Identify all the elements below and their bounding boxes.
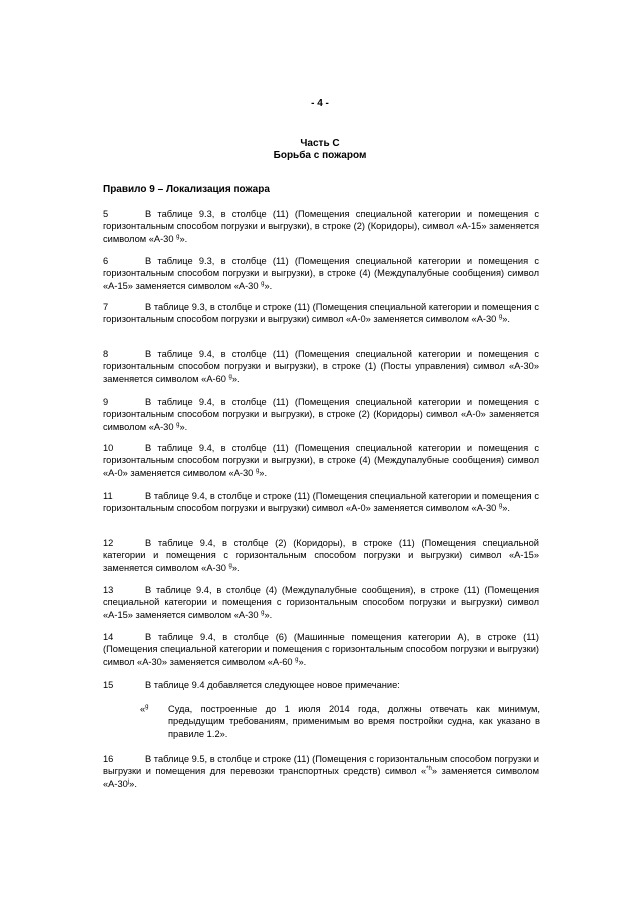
paragraph-tail: ». [259,467,268,478]
paragraph-tail: ». [179,421,188,432]
rule-title: Правило 9 – Локализация пожара [103,184,270,195]
paragraph-number: 6 [103,256,109,266]
note-quote: « [140,704,146,714]
paragraph-text: В таблице 9.4, в столбце (2) (Коридоры), в строке (11) (Помещения специальной категории и помещения с горизонтальным способом погрузки и выгрузки) символ «А-15» заменяется символом «А-30 [103,538,539,573]
paragraph-11 [103,490,539,515]
new-footnote [140,703,540,740]
paragraph-number: 15 [103,680,114,690]
footnote-mark: g [176,233,180,240]
paragraph-tail: ». [231,562,240,573]
part-subtitle: Борьба с пожаром [273,150,367,161]
footnote-mark: g [261,280,265,287]
paragraph-text: В таблице 9.4, в столбце (11) (Помещения специальной категории и помещения с горизонтальным способом погрузки и выгрузки), в строке (2) (Коридоры) символ «А-0» заменяется символом «А-30 [103,397,539,432]
paragraph-tail: ». [264,280,273,291]
paragraph-number: 8 [103,349,109,359]
paragraph-text: В таблице 9.3, в столбце и строке (11) (Помещения специальной категории и помещения с горизонтальным способом погрузки и выгрузки) символ «А-0» заменяется символом «А-30 [103,302,539,325]
paragraph-number: 5 [103,209,109,219]
note-mark-sup: g [145,703,149,710]
paragraph-number: 16 [103,754,114,764]
footnote-mark: g [255,467,260,474]
page-number: - 4 - [311,98,329,109]
paragraph-15 [103,679,539,691]
paragraph-5 [103,208,539,245]
paragraph-number: 9 [103,397,109,407]
paragraph-tail: ». [298,656,307,667]
paragraph-text: В таблице 9.4 добавляется следующее новое примечание: [145,680,400,690]
footnote-mark-2: j [127,778,130,785]
paragraph-tail: » заменяется символом «А-30 [103,766,539,789]
paragraph-text: В таблице 9.4, в столбце (6) (Машинные помещения категории А), в строке (11) (Помещения специальной категории и помещения с горизонтальным способом погрузки и выгрузки) символ «А-30» заменяется символом «А-60 [103,632,539,667]
paragraph-8 [103,348,539,385]
footnote-mark: g [228,562,232,569]
footnote-mark: g [261,609,265,616]
paragraph-13 [103,584,539,621]
paragraph-16 [103,753,539,790]
paragraph-tail-2: ». [129,778,137,789]
paragraph-number: 10 [103,443,114,453]
paragraph-tail: ». [231,373,240,384]
part-heading [0,138,640,162]
part-title: Часть С [300,138,340,149]
paragraph-number: 14 [103,632,114,642]
paragraph-tail: ». [502,503,511,514]
paragraph-text: В таблице 9.4, в столбце (11) (Помещения специальной категории и помещения с горизонтальным способом погрузки и выгрузки), в строке (4) (Междупалубные сообщения) символ «А-0» заменяется символом «А-30 [103,443,539,478]
paragraph-text: В таблице 9.4, в столбце (4) (Междупалубные сообщения), в строке (11) (Помещения специальной категории и помещения с горизонтальным способом погрузки и выгрузки) символ «А-15» заменяется символом «А-30 [103,585,539,620]
paragraph-tail: ». [264,609,273,620]
footnote-mark: g [228,373,232,380]
paragraph-tail: ». [179,233,188,244]
paragraph-7 [103,301,539,326]
footnote-mark: g [498,314,503,321]
footnote-mark: g [176,421,180,428]
paragraph-number: 11 [103,491,113,501]
paragraph-10 [103,442,539,479]
paragraph-6 [103,255,539,292]
note-mark [140,703,168,715]
paragraph-9 [103,396,539,433]
paragraph-14 [103,631,539,668]
paragraph-text: В таблице 9.3, в столбце (11) (Помещения специальной категории и помещения с горизонтальным способом погрузки и выгрузки), в строке (4) (Междупалубные сообщения) символ «А-15» заменяется символом «А-30 [103,256,539,291]
paragraph-text: В таблице 9.3, в столбце (11) (Помещения специальной категории и помещения с горизонтальным способом погрузки и выгрузки), в строке (2) (Коридоры), символ «А-15» заменяется символом «А-30 [103,209,539,244]
paragraph-text: В таблице 9.4, в столбце и строке (11) (Помещения специальной категории и помещения с горизонтальным способом погрузки и выгрузки) символ «А-0» заменяется символом «А-30 [103,491,539,514]
note-text: Суда, построенные до 1 июля 2014 года, должны отвечать как минимум, предыдущим требованиям, применимым во время постройки судна, как указано в правиле 1.2». [168,704,540,739]
footnote-mark: g [295,656,299,663]
paragraph-number: 13 [103,585,114,595]
paragraph-tail: ». [502,314,511,325]
footnote-mark: *h [426,766,432,773]
paragraph-text: В таблице 9.4, в столбце (11) (Помещения специальной категории и помещения с горизонтальным способом погрузки и выгрузки), в строке (1) (Посты управления) символ «А-30» заменяется символом «А-60 [103,349,539,384]
paragraph-text: В таблице 9.5, в столбце и строке (11) (Помещения с горизонтальным способом погрузки и выгрузки и помещения для перевозки транспортных средств) символ « [103,754,539,777]
paragraph-number: 12 [103,538,114,548]
paragraph-number: 7 [103,302,109,312]
paragraph-12 [103,537,539,574]
footnote-mark: g [498,503,503,510]
